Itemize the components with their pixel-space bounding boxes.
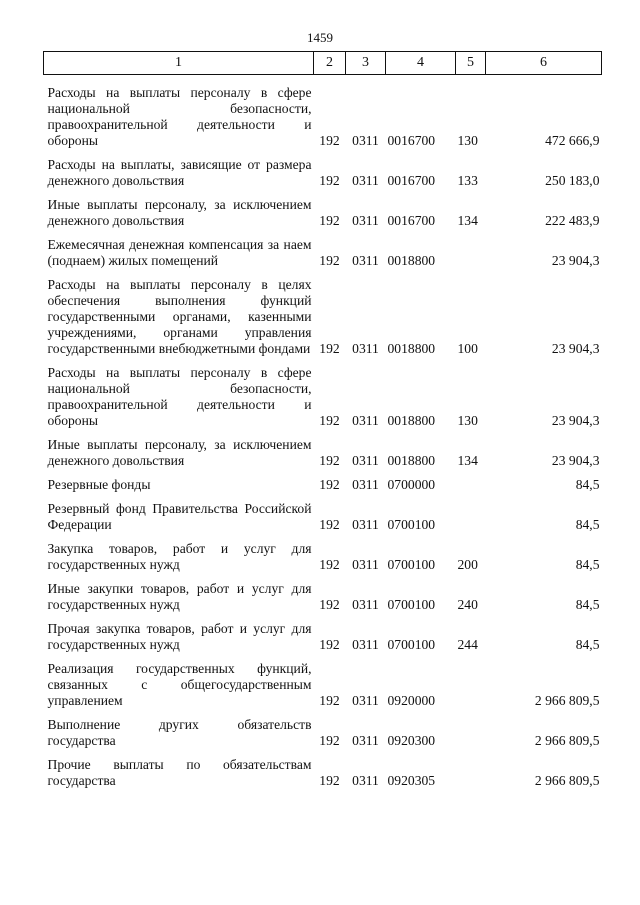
table-row: [44, 232, 602, 272]
row-amount: 23 904,3: [551, 341, 600, 356]
row-name: Выполнение других обязательств государства: [47, 717, 312, 748]
row-name: Иные выплаты персоналу, за исключением денежного довольствия: [47, 437, 312, 468]
row-amount: 84,5: [575, 597, 600, 612]
table-row: [44, 536, 602, 576]
header-col-5: 5: [456, 52, 486, 75]
row-amount: 250 183,0: [545, 173, 600, 188]
row-name: Прочая закупка товаров, работ и услуг для государственных нужд: [47, 621, 312, 652]
row-col-3: 0311: [352, 773, 379, 788]
row-col-5: 133: [457, 173, 478, 188]
row-col-3: 0311: [352, 597, 379, 612]
row-col-3: 0311: [352, 477, 379, 492]
header-col-1: 1: [44, 52, 314, 75]
row-col-4: 0700100: [387, 557, 436, 572]
row-amount: 84,5: [575, 477, 600, 492]
row-name: Иные выплаты персоналу, за исключением денежного довольствия: [47, 197, 312, 228]
budget-table: [43, 51, 602, 792]
row-amount: 84,5: [575, 557, 600, 572]
header-row: [44, 52, 602, 75]
row-col-4: 0920000: [387, 693, 436, 708]
row-col-3: 0311: [352, 413, 379, 428]
header-col-3: 3: [346, 52, 386, 75]
row-col-4: 0016700: [387, 173, 436, 188]
table-row: [44, 616, 602, 656]
row-col-2: 192: [319, 597, 340, 612]
row-name: Расходы на выплаты персоналу в сфере национальной безопасности, правоохранительной деятельности и обороны: [47, 85, 312, 148]
row-name: Иные закупки товаров, работ и услуг для государственных нужд: [47, 581, 312, 612]
header-col-6: 6: [486, 52, 602, 75]
table-row: [44, 272, 602, 360]
row-col-3: 0311: [352, 637, 379, 652]
row-name: Резервный фонд Правительства Российской Федерации: [47, 501, 312, 532]
row-col-5: 244: [457, 637, 478, 652]
row-col-5: [456, 232, 486, 272]
table-row: [44, 656, 602, 712]
row-col-2: 192: [319, 453, 340, 468]
row-col-2: 192: [319, 413, 340, 428]
row-name: Реализация государственных функций, связанных с общегосударственным управлением: [47, 661, 312, 708]
row-col-2: 192: [319, 557, 340, 572]
row-col-3: 0311: [352, 213, 379, 228]
row-col-4: 0700000: [387, 477, 436, 492]
row-col-5: 200: [457, 557, 478, 572]
row-col-5: 130: [457, 133, 478, 148]
row-amount: 84,5: [575, 517, 600, 532]
row-col-2: 192: [319, 773, 340, 788]
row-amount: 84,5: [575, 637, 600, 652]
row-col-5: [456, 712, 486, 752]
row-col-4: 0700100: [387, 517, 436, 532]
row-col-3: 0311: [352, 733, 379, 748]
row-name: Расходы на выплаты персоналу в целях обеспечения выполнения функций государственными органами, казенными учреждениями, органами управления государственными внебюджетными фондами: [47, 277, 312, 356]
table-row: [44, 472, 602, 496]
row-col-5: [456, 656, 486, 712]
row-col-4: 0700100: [387, 637, 436, 652]
row-col-3: 0311: [352, 253, 379, 268]
row-col-2: 192: [319, 133, 340, 148]
row-name: Расходы на выплаты персоналу в сфере национальной безопасности, правоохранительной деятельности и обороны: [47, 365, 312, 428]
row-col-4: 0016700: [387, 213, 436, 228]
row-name: Расходы на выплаты, зависящие от размера денежного довольствия: [47, 157, 312, 188]
row-col-5: 130: [457, 413, 478, 428]
table-row: [44, 75, 602, 153]
row-col-4: 0920300: [387, 733, 436, 748]
table-header: [44, 52, 602, 75]
row-col-4: 0018800: [387, 341, 436, 356]
row-name: Резервные фонды: [47, 477, 151, 492]
row-col-2: 192: [319, 253, 340, 268]
row-amount: 2 966 809,5: [534, 773, 600, 788]
row-col-2: 192: [319, 637, 340, 652]
table-row: [44, 152, 602, 192]
row-col-3: 0311: [352, 693, 379, 708]
row-amount: 2 966 809,5: [534, 693, 600, 708]
row-col-4: 0016700: [387, 133, 436, 148]
row-col-5: [456, 496, 486, 536]
row-name: Закупка товаров, работ и услуг для государственных нужд: [47, 541, 312, 572]
row-col-2: 192: [319, 477, 340, 492]
row-amount: 2 966 809,5: [534, 733, 600, 748]
row-amount: 23 904,3: [551, 253, 600, 268]
table-row: [44, 360, 602, 432]
row-col-3: 0311: [352, 341, 379, 356]
row-col-5: 240: [457, 597, 478, 612]
row-col-4: 0018800: [387, 253, 436, 268]
row-col-3: 0311: [352, 173, 379, 188]
row-col-5: 134: [457, 453, 478, 468]
table-row: [44, 712, 602, 752]
header-col-4: 4: [386, 52, 456, 75]
row-amount: 23 904,3: [551, 413, 600, 428]
row-col-3: 0311: [352, 557, 379, 572]
row-col-2: 192: [319, 733, 340, 748]
row-col-2: 192: [319, 517, 340, 532]
row-col-2: 192: [319, 341, 340, 356]
table-row: [44, 496, 602, 536]
row-col-5: 134: [457, 213, 478, 228]
row-name: Ежемесячная денежная компенсация за наем (поднаем) жилых помещений: [47, 237, 312, 268]
row-col-3: 0311: [352, 133, 379, 148]
row-col-2: 192: [319, 173, 340, 188]
row-col-5: [456, 752, 486, 792]
table-row: [44, 752, 602, 792]
row-col-3: 0311: [352, 453, 379, 468]
row-col-4: 0920305: [387, 773, 436, 788]
row-name: Прочие выплаты по обязательствам государства: [47, 757, 312, 788]
row-col-4: 0700100: [387, 597, 436, 612]
row-col-5: [456, 472, 486, 496]
row-col-3: 0311: [352, 517, 379, 532]
row-amount: 23 904,3: [551, 453, 600, 468]
page-number: 1459: [307, 30, 333, 45]
table-body: [44, 75, 602, 793]
row-amount: 472 666,9: [545, 133, 600, 148]
row-col-2: 192: [319, 213, 340, 228]
table-row: [44, 192, 602, 232]
header-col-2: 2: [314, 52, 346, 75]
row-col-5: 100: [457, 341, 478, 356]
row-col-2: 192: [319, 693, 340, 708]
row-col-4: 0018800: [387, 413, 436, 428]
table-row: [44, 576, 602, 616]
row-col-4: 0018800: [387, 453, 436, 468]
table-row: [44, 432, 602, 472]
row-amount: 222 483,9: [545, 213, 600, 228]
